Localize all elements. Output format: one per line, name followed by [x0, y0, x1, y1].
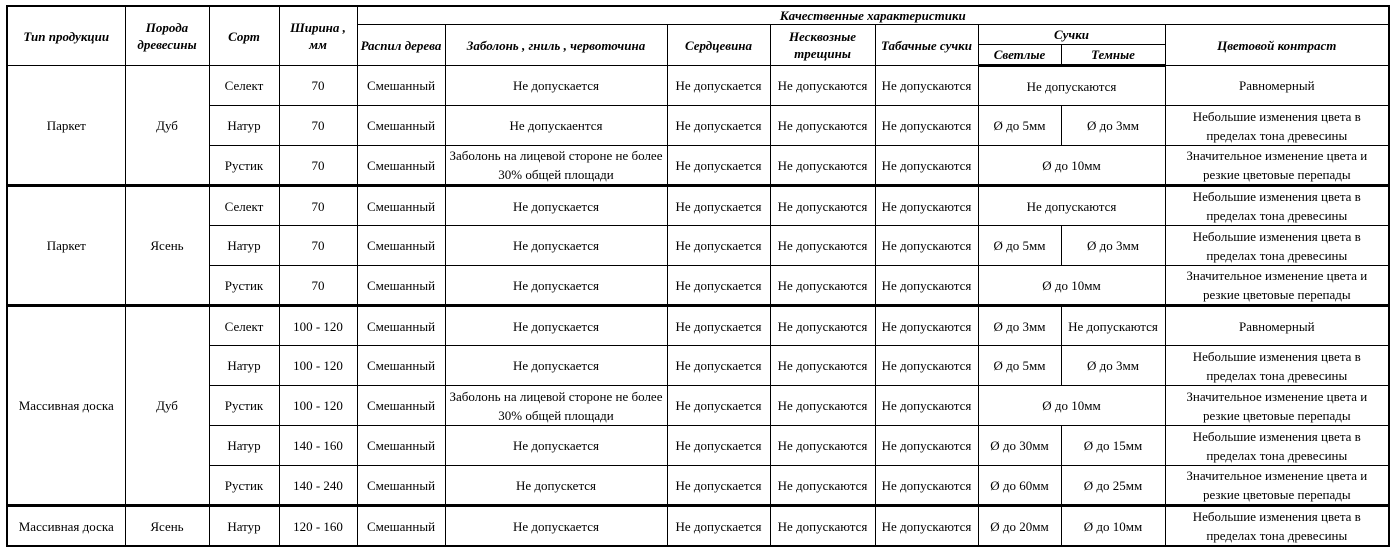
product-type-cell: Массивная доска: [7, 506, 125, 547]
width-cell: 100 - 120: [279, 346, 357, 386]
sawing-cell: Смешанный: [357, 106, 445, 146]
tobacco-knots-cell: Не допускаются: [875, 386, 978, 426]
header-knots: Сучки: [978, 25, 1165, 45]
heartwood-cell: Не допускается: [667, 306, 770, 346]
knots-light-cell: Ø до 30мм: [978, 426, 1061, 466]
product-type-cell: Массивная доска: [7, 306, 125, 506]
knots-light-cell: Ø до 5мм: [978, 226, 1061, 266]
tobacco-knots-cell: Не допускаются: [875, 306, 978, 346]
wood-species-cell: Дуб: [125, 306, 209, 506]
width-cell: 120 - 160: [279, 506, 357, 547]
header-grade: Сорт: [209, 6, 279, 66]
sawing-cell: Смешанный: [357, 146, 445, 186]
sapwood-cell: Заболонь на лицевой стороне не более 30% общей площади: [445, 146, 667, 186]
knots-dark-cell: Ø до 25мм: [1061, 466, 1165, 506]
cracks-cell: Не допускаются: [770, 386, 875, 426]
header-quality-group: Качественные характеристики: [357, 6, 1389, 25]
sawing-cell: Смешанный: [357, 306, 445, 346]
heartwood-cell: Не допускается: [667, 146, 770, 186]
quality-table: [6, 5, 1390, 547]
sapwood-cell: Заболонь на лицевой стороне не более 30% общей площади: [445, 386, 667, 426]
tobacco-knots-cell: Не допускаются: [875, 466, 978, 506]
knots-light-cell: Ø до 5мм: [978, 346, 1061, 386]
knots-merged-cell: Не допускаются: [978, 186, 1165, 226]
cracks-cell: Не допускаются: [770, 66, 875, 106]
tobacco-knots-cell: Не допускаются: [875, 426, 978, 466]
knots-dark-cell: Ø до 3мм: [1061, 346, 1165, 386]
sapwood-cell: Не допускается: [445, 266, 667, 306]
cracks-cell: Не допускаются: [770, 106, 875, 146]
knots-light-cell: Ø до 5мм: [978, 106, 1061, 146]
table-row: [7, 506, 1389, 547]
table-row: [7, 426, 1389, 466]
color-contrast-cell: Равномерный: [1165, 306, 1389, 346]
knots-dark-cell: Ø до 3мм: [1061, 226, 1165, 266]
color-contrast-cell: Значительное изменение цвета и резкие цветовые перепады: [1165, 146, 1389, 186]
table-row: [7, 186, 1389, 226]
knots-light-cell: Ø до 20мм: [978, 506, 1061, 547]
wood-species-cell: Ясень: [125, 506, 209, 547]
wood-species-cell: Дуб: [125, 66, 209, 186]
color-contrast-cell: Равномерный: [1165, 66, 1389, 106]
grade-cell: Натур: [209, 426, 279, 466]
grade-cell: Натур: [209, 346, 279, 386]
grade-cell: Рустик: [209, 466, 279, 506]
tobacco-knots-cell: Не допускаются: [875, 346, 978, 386]
cracks-cell: Не допускаются: [770, 466, 875, 506]
cracks-cell: Не допускаются: [770, 506, 875, 547]
width-cell: 140 - 160: [279, 426, 357, 466]
tobacco-knots-cell: Не допускаются: [875, 106, 978, 146]
cracks-cell: Не допускаются: [770, 306, 875, 346]
heartwood-cell: Не допускается: [667, 106, 770, 146]
grade-cell: Селект: [209, 66, 279, 106]
heartwood-cell: Не допускается: [667, 426, 770, 466]
tobacco-knots-cell: Не допускаются: [875, 266, 978, 306]
width-cell: 70: [279, 106, 357, 146]
product-type-cell: Паркет: [7, 186, 125, 306]
cracks-cell: Не допускаются: [770, 186, 875, 226]
table-row: [7, 386, 1389, 426]
color-contrast-cell: Значительное изменение цвета и резкие цветовые перепады: [1165, 266, 1389, 306]
knots-light-cell: Ø до 60мм: [978, 466, 1061, 506]
tobacco-knots-cell: Не допускаются: [875, 506, 978, 547]
color-contrast-cell: Небольшие изменения цвета в пределах тона древесины: [1165, 506, 1389, 547]
header-sawing: Распил дерева: [357, 25, 445, 66]
sapwood-cell: Не допускается: [445, 306, 667, 346]
header-cracks: Несквозные трещины: [770, 25, 875, 66]
knots-merged-cell: Ø до 10мм: [978, 146, 1165, 186]
table-body: [7, 66, 1389, 547]
heartwood-cell: Не допускается: [667, 186, 770, 226]
table-row: [7, 66, 1389, 106]
sapwood-cell: Не допускается: [445, 346, 667, 386]
sapwood-cell: Не допускается: [445, 226, 667, 266]
color-contrast-cell: Небольшие изменения цвета в пределах тона древесины: [1165, 426, 1389, 466]
grade-cell: Натур: [209, 106, 279, 146]
sawing-cell: Смешанный: [357, 226, 445, 266]
header-heartwood: Сердцевина: [667, 25, 770, 66]
cracks-cell: Не допускаются: [770, 426, 875, 466]
sapwood-cell: Не допускется: [445, 466, 667, 506]
width-cell: 70: [279, 66, 357, 106]
color-contrast-cell: Небольшие изменения цвета в пределах тона древесины: [1165, 346, 1389, 386]
tobacco-knots-cell: Не допускаются: [875, 186, 978, 226]
heartwood-cell: Не допускается: [667, 66, 770, 106]
table-row: [7, 146, 1389, 186]
tobacco-knots-cell: Не допускаются: [875, 66, 978, 106]
sapwood-cell: Не допускается: [445, 426, 667, 466]
sapwood-cell: Не допускается: [445, 186, 667, 226]
knots-merged-cell: Ø до 10мм: [978, 386, 1165, 426]
heartwood-cell: Не допускается: [667, 506, 770, 547]
cracks-cell: Не допускаются: [770, 146, 875, 186]
knots-dark-cell: Не допускаются: [1061, 306, 1165, 346]
heartwood-cell: Не допускается: [667, 386, 770, 426]
width-cell: 70: [279, 186, 357, 226]
table-row: [7, 266, 1389, 306]
grade-cell: Селект: [209, 186, 279, 226]
color-contrast-cell: Небольшие изменения цвета в пределах тона древесины: [1165, 106, 1389, 146]
product-type-cell: Паркет: [7, 66, 125, 186]
header-sapwood: Заболонь , гниль , червоточина: [445, 25, 667, 66]
sawing-cell: Смешанный: [357, 66, 445, 106]
width-cell: 70: [279, 226, 357, 266]
sawing-cell: Смешанный: [357, 426, 445, 466]
heartwood-cell: Не допускается: [667, 466, 770, 506]
grade-cell: Рустик: [209, 386, 279, 426]
header-product-type: Тип продукции: [7, 6, 125, 66]
header-tobacco-knots: Табачные сучки: [875, 25, 978, 66]
tobacco-knots-cell: Не допускаются: [875, 226, 978, 266]
sawing-cell: Смешанный: [357, 506, 445, 547]
wood-species-cell: Ясень: [125, 186, 209, 306]
table-row: [7, 106, 1389, 146]
header-width: Ширина , мм: [279, 6, 357, 66]
width-cell: 100 - 120: [279, 386, 357, 426]
table-row: [7, 346, 1389, 386]
knots-dark-cell: Ø до 10мм: [1061, 506, 1165, 547]
table-row: [7, 306, 1389, 346]
knots-dark-cell: Ø до 3мм: [1061, 106, 1165, 146]
sapwood-cell: Не допускаентся: [445, 106, 667, 146]
sawing-cell: Смешанный: [357, 386, 445, 426]
grade-cell: Натур: [209, 226, 279, 266]
sapwood-cell: Не допускается: [445, 506, 667, 547]
knots-merged-cell: Не допускаются: [978, 66, 1165, 106]
heartwood-cell: Не допускается: [667, 346, 770, 386]
width-cell: 70: [279, 266, 357, 306]
heartwood-cell: Не допускается: [667, 226, 770, 266]
tobacco-knots-cell: Не допускаются: [875, 146, 978, 186]
grade-cell: Натур: [209, 506, 279, 547]
knots-dark-cell: Ø до 15мм: [1061, 426, 1165, 466]
table-row: [7, 466, 1389, 506]
sapwood-cell: Не допускается: [445, 66, 667, 106]
sawing-cell: Смешанный: [357, 346, 445, 386]
grade-cell: Рустик: [209, 266, 279, 306]
color-contrast-cell: Небольшие изменения цвета в пределах тона древесины: [1165, 226, 1389, 266]
cracks-cell: Не допускаются: [770, 346, 875, 386]
width-cell: 70: [279, 146, 357, 186]
width-cell: 140 - 240: [279, 466, 357, 506]
sawing-cell: Смешанный: [357, 186, 445, 226]
header-knots-dark: Темные: [1061, 45, 1165, 66]
header-knots-light: Светлые: [978, 45, 1061, 66]
header-color-contrast: Цветовой контраст: [1165, 25, 1389, 66]
table-row: [7, 226, 1389, 266]
color-contrast-cell: Значительное изменение цвета и резкие цветовые перепады: [1165, 466, 1389, 506]
sawing-cell: Смешанный: [357, 266, 445, 306]
sawing-cell: Смешанный: [357, 466, 445, 506]
width-cell: 100 - 120: [279, 306, 357, 346]
color-contrast-cell: Небольшие изменения цвета в пределах тона древесины: [1165, 186, 1389, 226]
cracks-cell: Не допускаются: [770, 226, 875, 266]
grade-cell: Рустик: [209, 146, 279, 186]
grade-cell: Селект: [209, 306, 279, 346]
cracks-cell: Не допускаются: [770, 266, 875, 306]
color-contrast-cell: Значительное изменение цвета и резкие цветовые перепады: [1165, 386, 1389, 426]
knots-light-cell: Ø до 3мм: [978, 306, 1061, 346]
heartwood-cell: Не допускается: [667, 266, 770, 306]
header-wood-species: Порода древесины: [125, 6, 209, 66]
knots-merged-cell: Ø до 10мм: [978, 266, 1165, 306]
